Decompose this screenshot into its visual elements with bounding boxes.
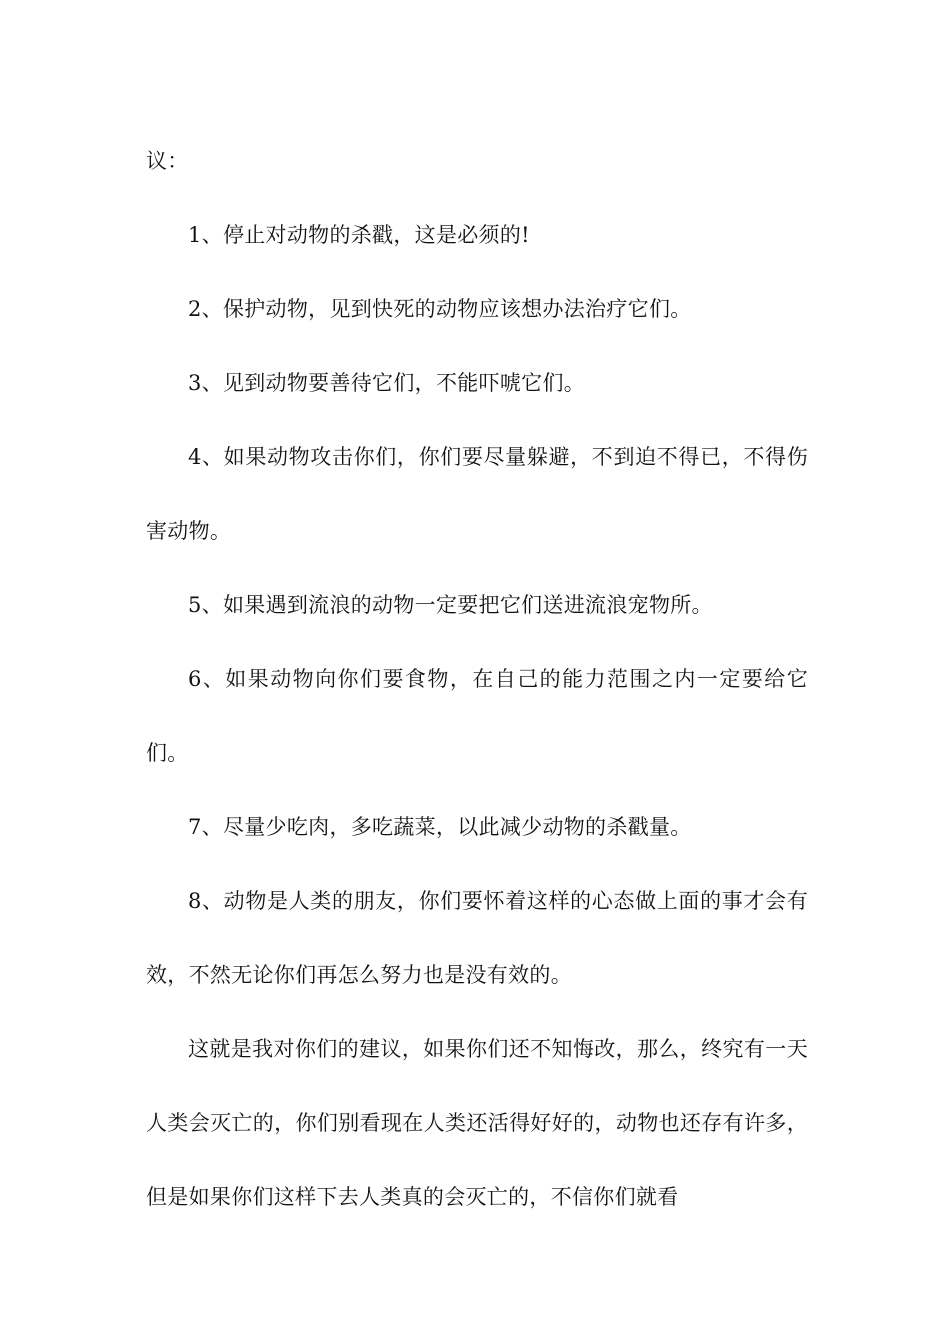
paragraph-item-1: 1、停止对动物的杀戳，这是必须的! (188, 223, 530, 247)
paragraph-item-6: 6、如果动物向你们要食物，在自己的能力范围之内一定要给它们。 (146, 667, 808, 765)
paragraph-conclusion: 这就是我对你们的建议，如果你们还不知悔改，那么，终究有一天人类会灭亡的，你们别看现在人类还活得好好的，动物也还存有许多，但是如果你们这样下去人类真的会灭亡的，不信你们就看 (146, 1037, 808, 1209)
paragraph-item-3: 3、见到动物要善待它们，不能吓唬它们。 (188, 371, 586, 395)
paragraph-item-2: 2、保护动物，见到快死的动物应该想办法治疗它们。 (188, 297, 692, 321)
paragraph-continuation: 议： (146, 149, 189, 173)
paragraph-item-7: 7、尽量少吃肉，多吃蔬菜，以此减少动物的杀戳量。 (188, 815, 692, 839)
paragraph-item-4: 4、如果动物攻击你们，你们要尽量躲避，不到迫不得已，不得伤害动物。 (146, 445, 808, 543)
document-body (146, 124, 808, 1234)
paragraph-item-5: 5、如果遇到流浪的动物一定要把它们送进流浪宠物所。 (188, 593, 713, 617)
paragraph-item-8: 8、动物是人类的朋友，你们要怀着这样的心态做上面的事才会有效，不然无论你们再怎么努力也是没有效的。 (146, 889, 808, 987)
